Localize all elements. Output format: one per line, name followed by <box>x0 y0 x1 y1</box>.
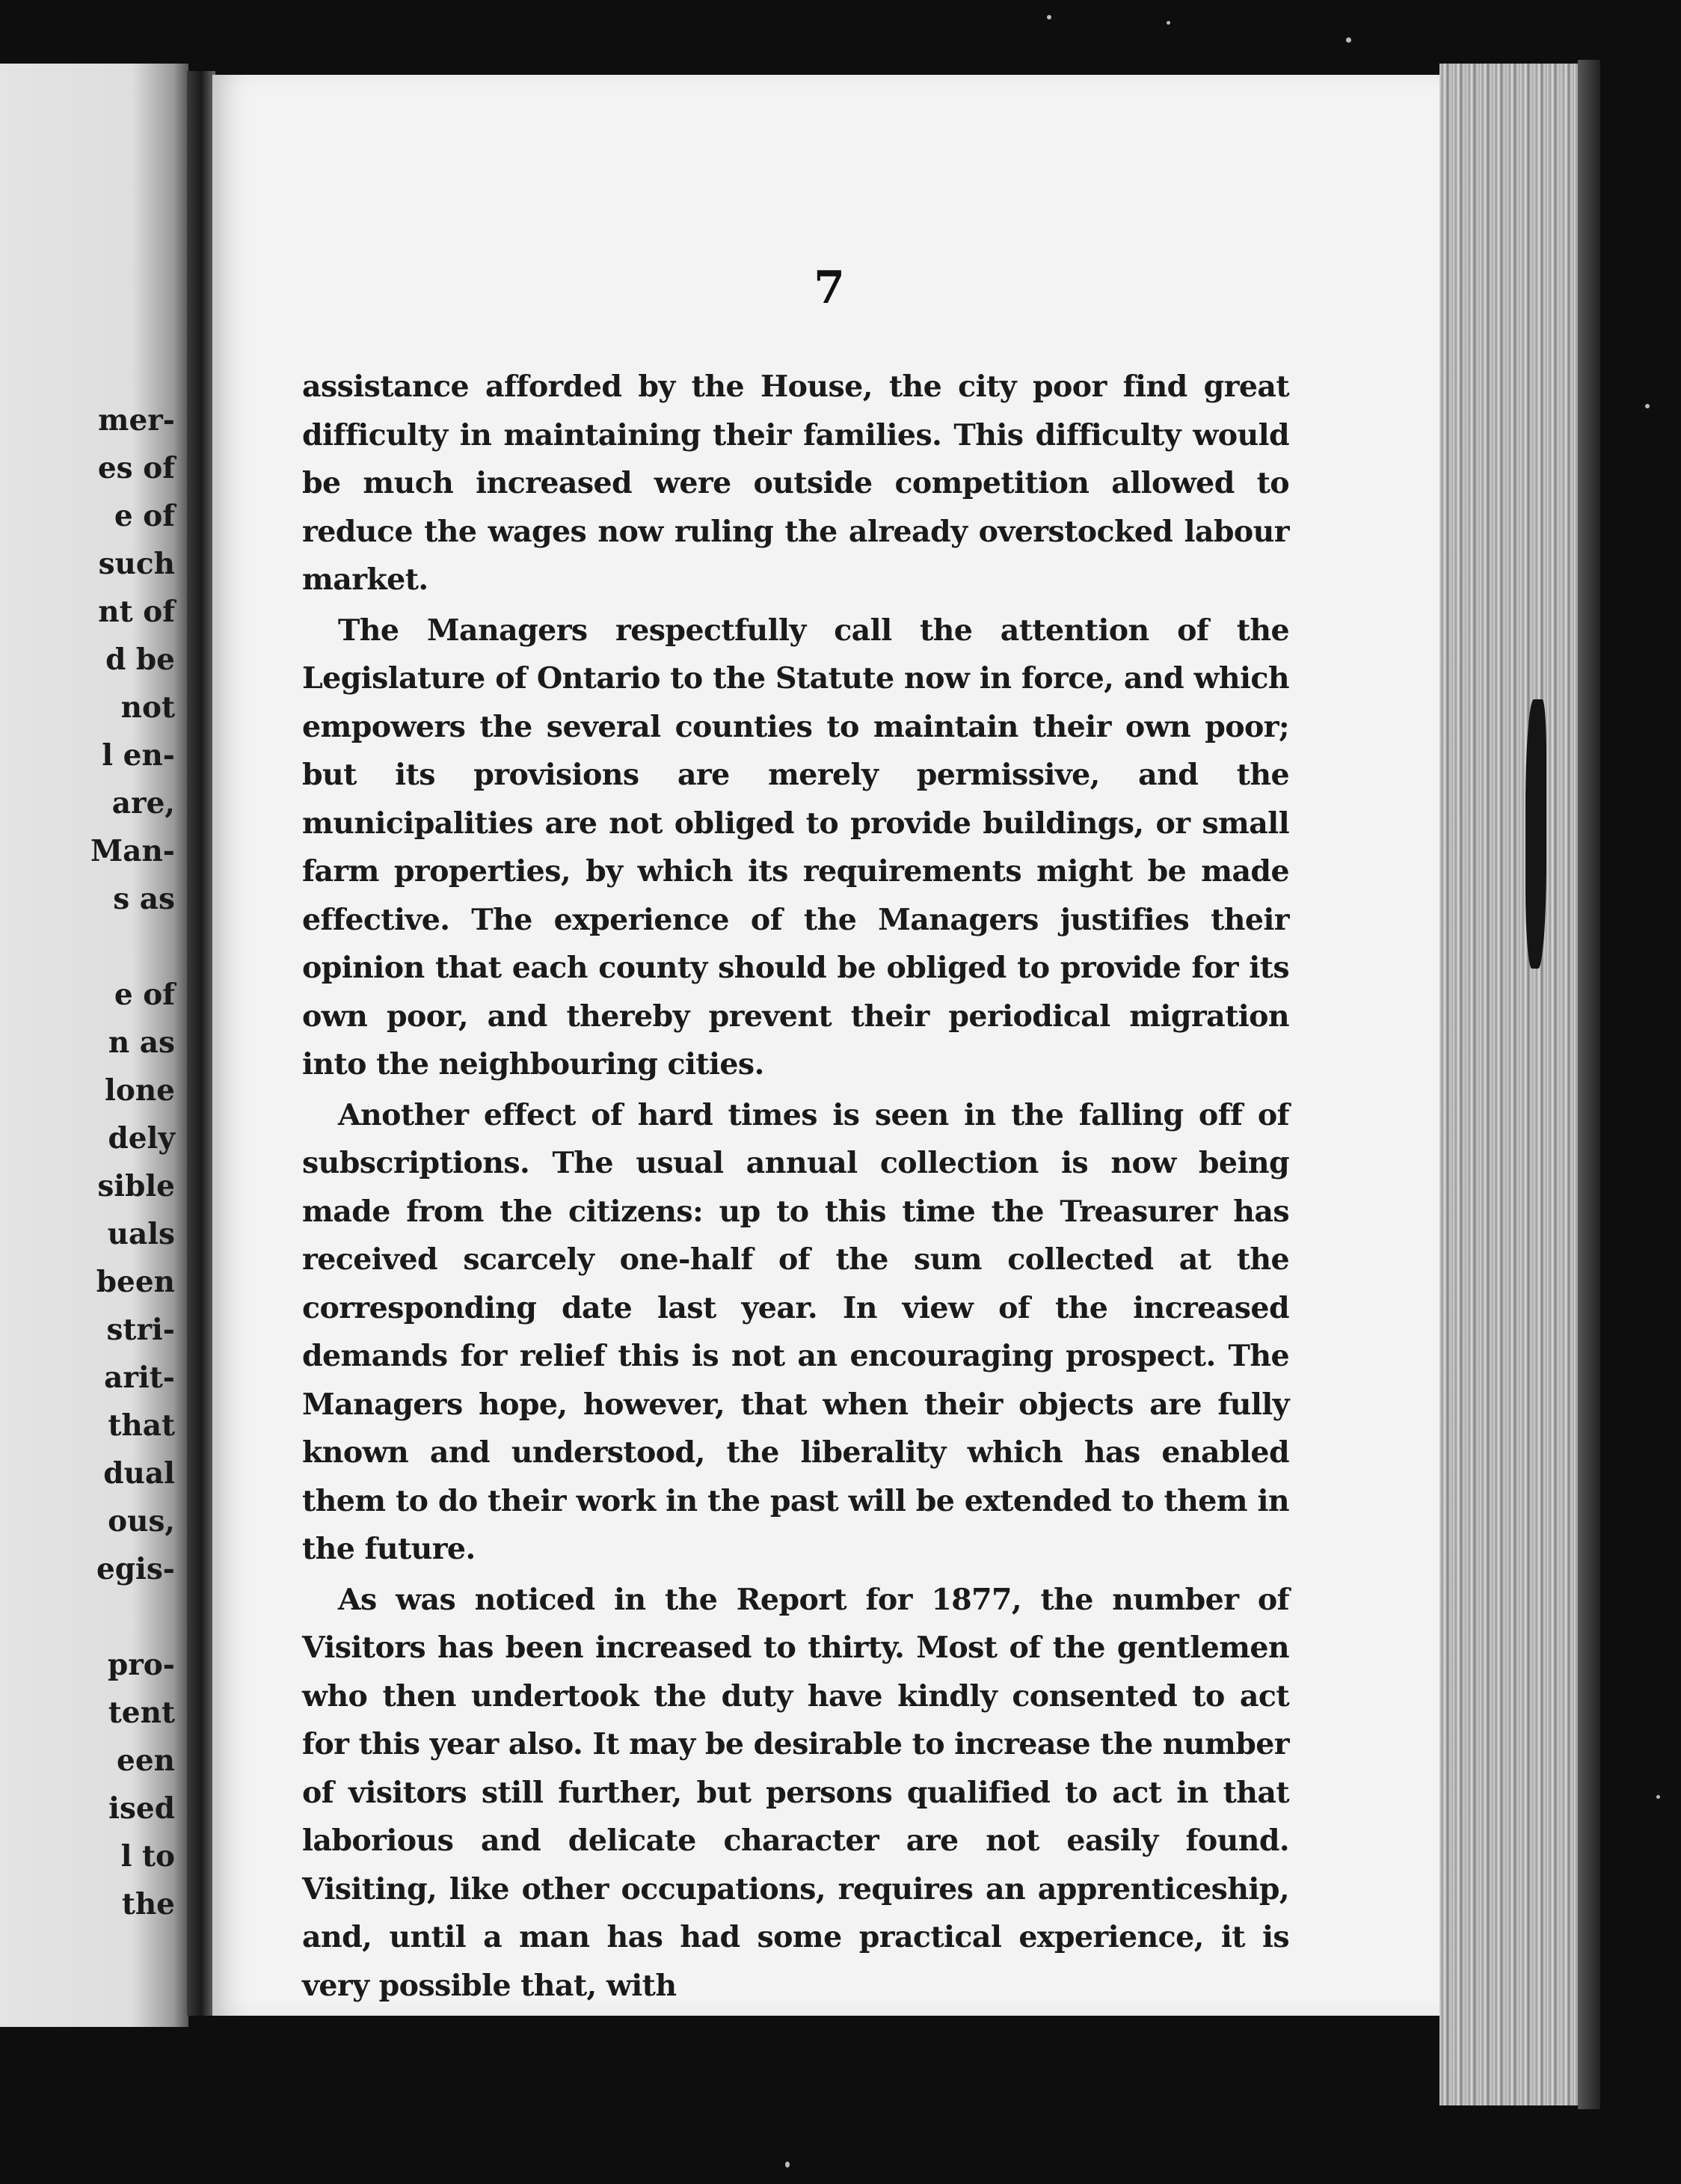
left-line: een <box>117 1743 175 1778</box>
left-line: such <box>98 547 175 581</box>
book-edge-shadow <box>1578 60 1600 2109</box>
left-line: l to <box>120 1839 175 1874</box>
left-line: e of <box>114 978 175 1012</box>
left-line: e of <box>114 499 175 533</box>
book-gutter <box>187 71 215 2016</box>
facing-page-left <box>0 64 188 2027</box>
edge-damage <box>1525 699 1546 969</box>
left-line: es of <box>97 451 175 485</box>
left-line: been <box>96 1265 175 1299</box>
left-line: lone <box>105 1073 175 1108</box>
left-line: stri- <box>106 1313 175 1347</box>
left-line: s as <box>113 882 175 916</box>
left-line: ised <box>108 1791 175 1826</box>
paragraph: assistance afforded by the House, the city poor find great difficulty in maintaining their families. This difficulty would be much increased were outside competition allowed to reduce the wages now ruling the already overstocked labour market. <box>302 369 1289 597</box>
left-line: dely <box>108 1121 175 1156</box>
left-line: tent <box>108 1696 175 1730</box>
left-line: dual <box>103 1456 175 1491</box>
left-line: that <box>108 1408 175 1443</box>
left-line: sible <box>97 1169 175 1203</box>
left-line: d be <box>105 642 175 677</box>
left-line: l en- <box>102 738 175 773</box>
book-fore-edge <box>1439 64 1593 2105</box>
left-line: not <box>120 690 175 725</box>
left-line: are, <box>111 786 175 820</box>
left-line: arit- <box>104 1361 175 1395</box>
left-line: n as <box>108 1025 175 1060</box>
background-speck <box>1047 15 1051 19</box>
left-line <box>3 1593 175 1641</box>
left-line: mer- <box>98 403 175 438</box>
background-speck <box>1656 1795 1660 1799</box>
left-line: the <box>121 1887 175 1921</box>
background-speck <box>1346 37 1351 43</box>
background-speck <box>785 2162 790 2168</box>
page-body <box>302 363 1289 2010</box>
paragraph: Another effect of hard times is seen in the falling off of subscriptions. The usual annual collection is now being made from the citizens: up to this time the Treasurer has received scarcely one-half of the sum collected at the corresponding date last year. In view of the increased demands for relief this is not an encouraging prospect. The Managers hope, however, that when their objects are fully known and understood, the liberality which has enabled them to do their work in the past will be extended to them in the future. <box>302 1097 1289 1566</box>
paragraph: As was noticed in the Report for 1877, the number of Visitors has been increased to thirty. Most of the gentlemen who then undertook the duty have kindly consented to act for this year also. It may be desirable to increase the number of visitors still further, but persons qualified to act in that laborious and delicate character are not easily found. Visiting, like other occupations, requires an apprenticeship, and, until a man has had some practical experience, it is very possible that, with <box>302 1582 1289 2003</box>
left-line: uals <box>107 1217 175 1251</box>
left-line: pro- <box>107 1648 175 1682</box>
background-speck <box>1167 21 1170 25</box>
page-number: 7 <box>814 262 845 314</box>
left-page-text <box>3 396 175 1928</box>
left-line: egis- <box>96 1552 175 1586</box>
background-speck <box>1645 404 1650 408</box>
left-line <box>3 923 175 971</box>
paragraph: The Managers respectfully call the attention of the Legislature of Ontario to the Statute now in force, and which empowers the several counties to maintain their own poor; but its provisions are merely permissive, and the municipalities are not obliged to provide buildings, or small farm properties, by which its requirements might be made effective. The experience of the Managers justifies their opinion that each county should be obliged to provide for its own poor, and thereby prevent their periodical migration into the neighbouring cities. <box>302 613 1289 1082</box>
left-line: ous, <box>108 1504 175 1539</box>
left-line: nt of <box>98 595 175 629</box>
page-right <box>212 75 1446 2016</box>
left-line: Man- <box>90 834 175 868</box>
